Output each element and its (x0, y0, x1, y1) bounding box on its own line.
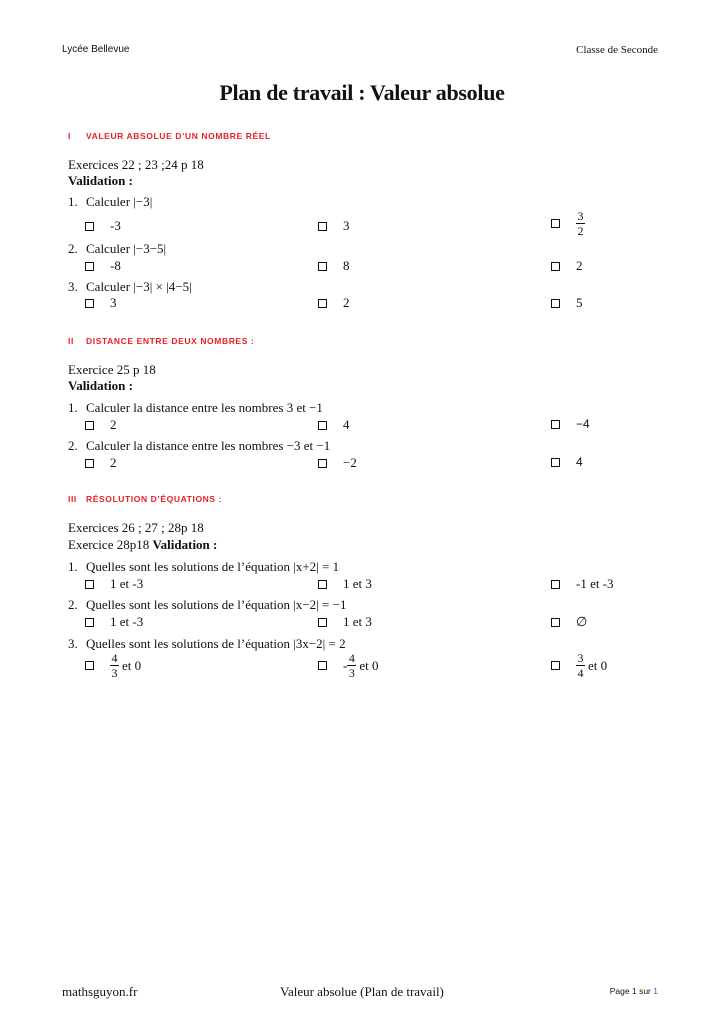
option[interactable]: 2 (318, 295, 350, 311)
section-number: I (68, 131, 71, 141)
question-1-1: 1. Calculer |−3| (68, 194, 153, 209)
option[interactable]: 3 (318, 218, 350, 234)
option[interactable]: 2 (551, 258, 583, 274)
option[interactable]: −2 (318, 455, 357, 471)
question-3-3: 3. Quelles sont les solutions de l’équation |3x−2| = 2 (68, 636, 346, 651)
checkbox[interactable] (318, 421, 327, 430)
section-title-2: II DISTANCE ENTRE DEUX NOMBRES : (68, 336, 255, 346)
option[interactable]: -3 (85, 218, 121, 234)
checkbox[interactable] (85, 262, 94, 271)
checkbox[interactable] (551, 580, 560, 589)
option[interactable]: 8 (318, 258, 350, 274)
checkbox[interactable] (318, 580, 327, 589)
section-title-3: III RÉSOLUTION D’ÉQUATIONS : (68, 494, 223, 504)
option[interactable]: $\frac{4}{3}$ et 0 (85, 652, 141, 679)
empty-set-symbol: ∅ (576, 614, 588, 629)
checkbox[interactable] (551, 299, 560, 308)
checkbox[interactable] (551, 661, 560, 670)
checkbox[interactable] (85, 580, 94, 589)
fraction: $\frac{4}{3}$ (111, 651, 118, 680)
option[interactable]: - $\frac{4}{3}$ et 0 (318, 652, 378, 679)
section-heading: VALEUR ABSOLUE D’UN NOMBRE RÉEL (86, 131, 271, 141)
checkbox[interactable] (551, 219, 560, 228)
question-3-2: 2. Quelles sont les solutions de l’équation |x−2| = −1 (68, 597, 347, 612)
exercises-ref-1: Exercices 22 ; 23 ;24 p 18 (68, 157, 204, 172)
question-3-1: 1. Quelles sont les solutions de l’équation |x+2| = 1 (68, 559, 340, 574)
section-title-1 (68, 131, 271, 141)
validation-label-2: Validation : (68, 378, 133, 393)
checkbox[interactable] (551, 420, 560, 429)
option[interactable]: -8 (85, 258, 121, 274)
question-1-2: 2. Calculer |−3−5| (68, 241, 167, 256)
checkbox[interactable] (85, 459, 94, 468)
option[interactable]: 1 et 3 (318, 576, 372, 592)
question-2-1: 1. Calculer la distance entre les nombres 3 et −1 (68, 400, 323, 415)
validation-line-3: Exercice 28p18 Validation : (68, 537, 218, 552)
checkbox[interactable] (551, 458, 560, 467)
question-1-3: 3. Calculer |−3| × |4−5| (68, 279, 192, 294)
checkbox[interactable] (318, 262, 327, 271)
option[interactable]: 1 et 3 (318, 614, 372, 630)
option[interactable]: $\frac{3}{4}$ et 0 (551, 652, 607, 679)
checkbox[interactable] (85, 618, 94, 627)
option[interactable]: -1 et -3 (551, 576, 614, 592)
option[interactable] (551, 210, 585, 237)
footer-site: mathsguyon.fr (62, 984, 138, 999)
footer-title: Valeur absolue (Plan de travail) (280, 984, 444, 999)
header-school: Lycée Bellevue (62, 44, 130, 55)
header-class: Classe de Seconde (576, 44, 658, 56)
checkbox[interactable] (551, 262, 560, 271)
validation-label-1: Validation : (68, 173, 133, 188)
checkbox[interactable] (85, 661, 94, 670)
fraction: $\frac{4}{3}$ (348, 651, 355, 680)
option[interactable]: 4 (551, 455, 583, 469)
option[interactable]: 3 (85, 295, 117, 311)
checkbox[interactable] (85, 299, 94, 308)
fraction: $\frac{3}{2}$ (577, 209, 584, 238)
checkbox[interactable] (318, 661, 327, 670)
checkbox[interactable] (318, 618, 327, 627)
fraction: $\frac{3}{4}$ (577, 651, 584, 680)
question-2-2: 2. Calculer la distance entre les nombres −3 et −1 (68, 438, 331, 453)
option[interactable]: 4 (318, 417, 350, 433)
checkbox[interactable] (318, 222, 327, 231)
option[interactable]: 1 et -3 (85, 576, 143, 592)
option[interactable] (551, 614, 587, 630)
option[interactable]: 2 (85, 417, 117, 433)
exercises-ref-2: Exercice 25 p 18 (68, 362, 156, 377)
option[interactable]: 5 (551, 295, 583, 311)
option[interactable]: 2 (85, 455, 117, 471)
checkbox[interactable] (318, 459, 327, 468)
checkbox[interactable] (551, 618, 560, 627)
option[interactable]: 1 et -3 (85, 614, 143, 630)
checkbox[interactable] (85, 222, 94, 231)
checkbox[interactable] (318, 299, 327, 308)
page-title: Plan de travail : Valeur absolue (219, 80, 505, 105)
exercises-ref-3: Exercices 26 ; 27 ; 28p 18 (68, 520, 204, 535)
option[interactable]: −4 (551, 417, 590, 431)
page-number: Page 1 sur 1 (609, 986, 658, 996)
checkbox[interactable] (85, 421, 94, 430)
